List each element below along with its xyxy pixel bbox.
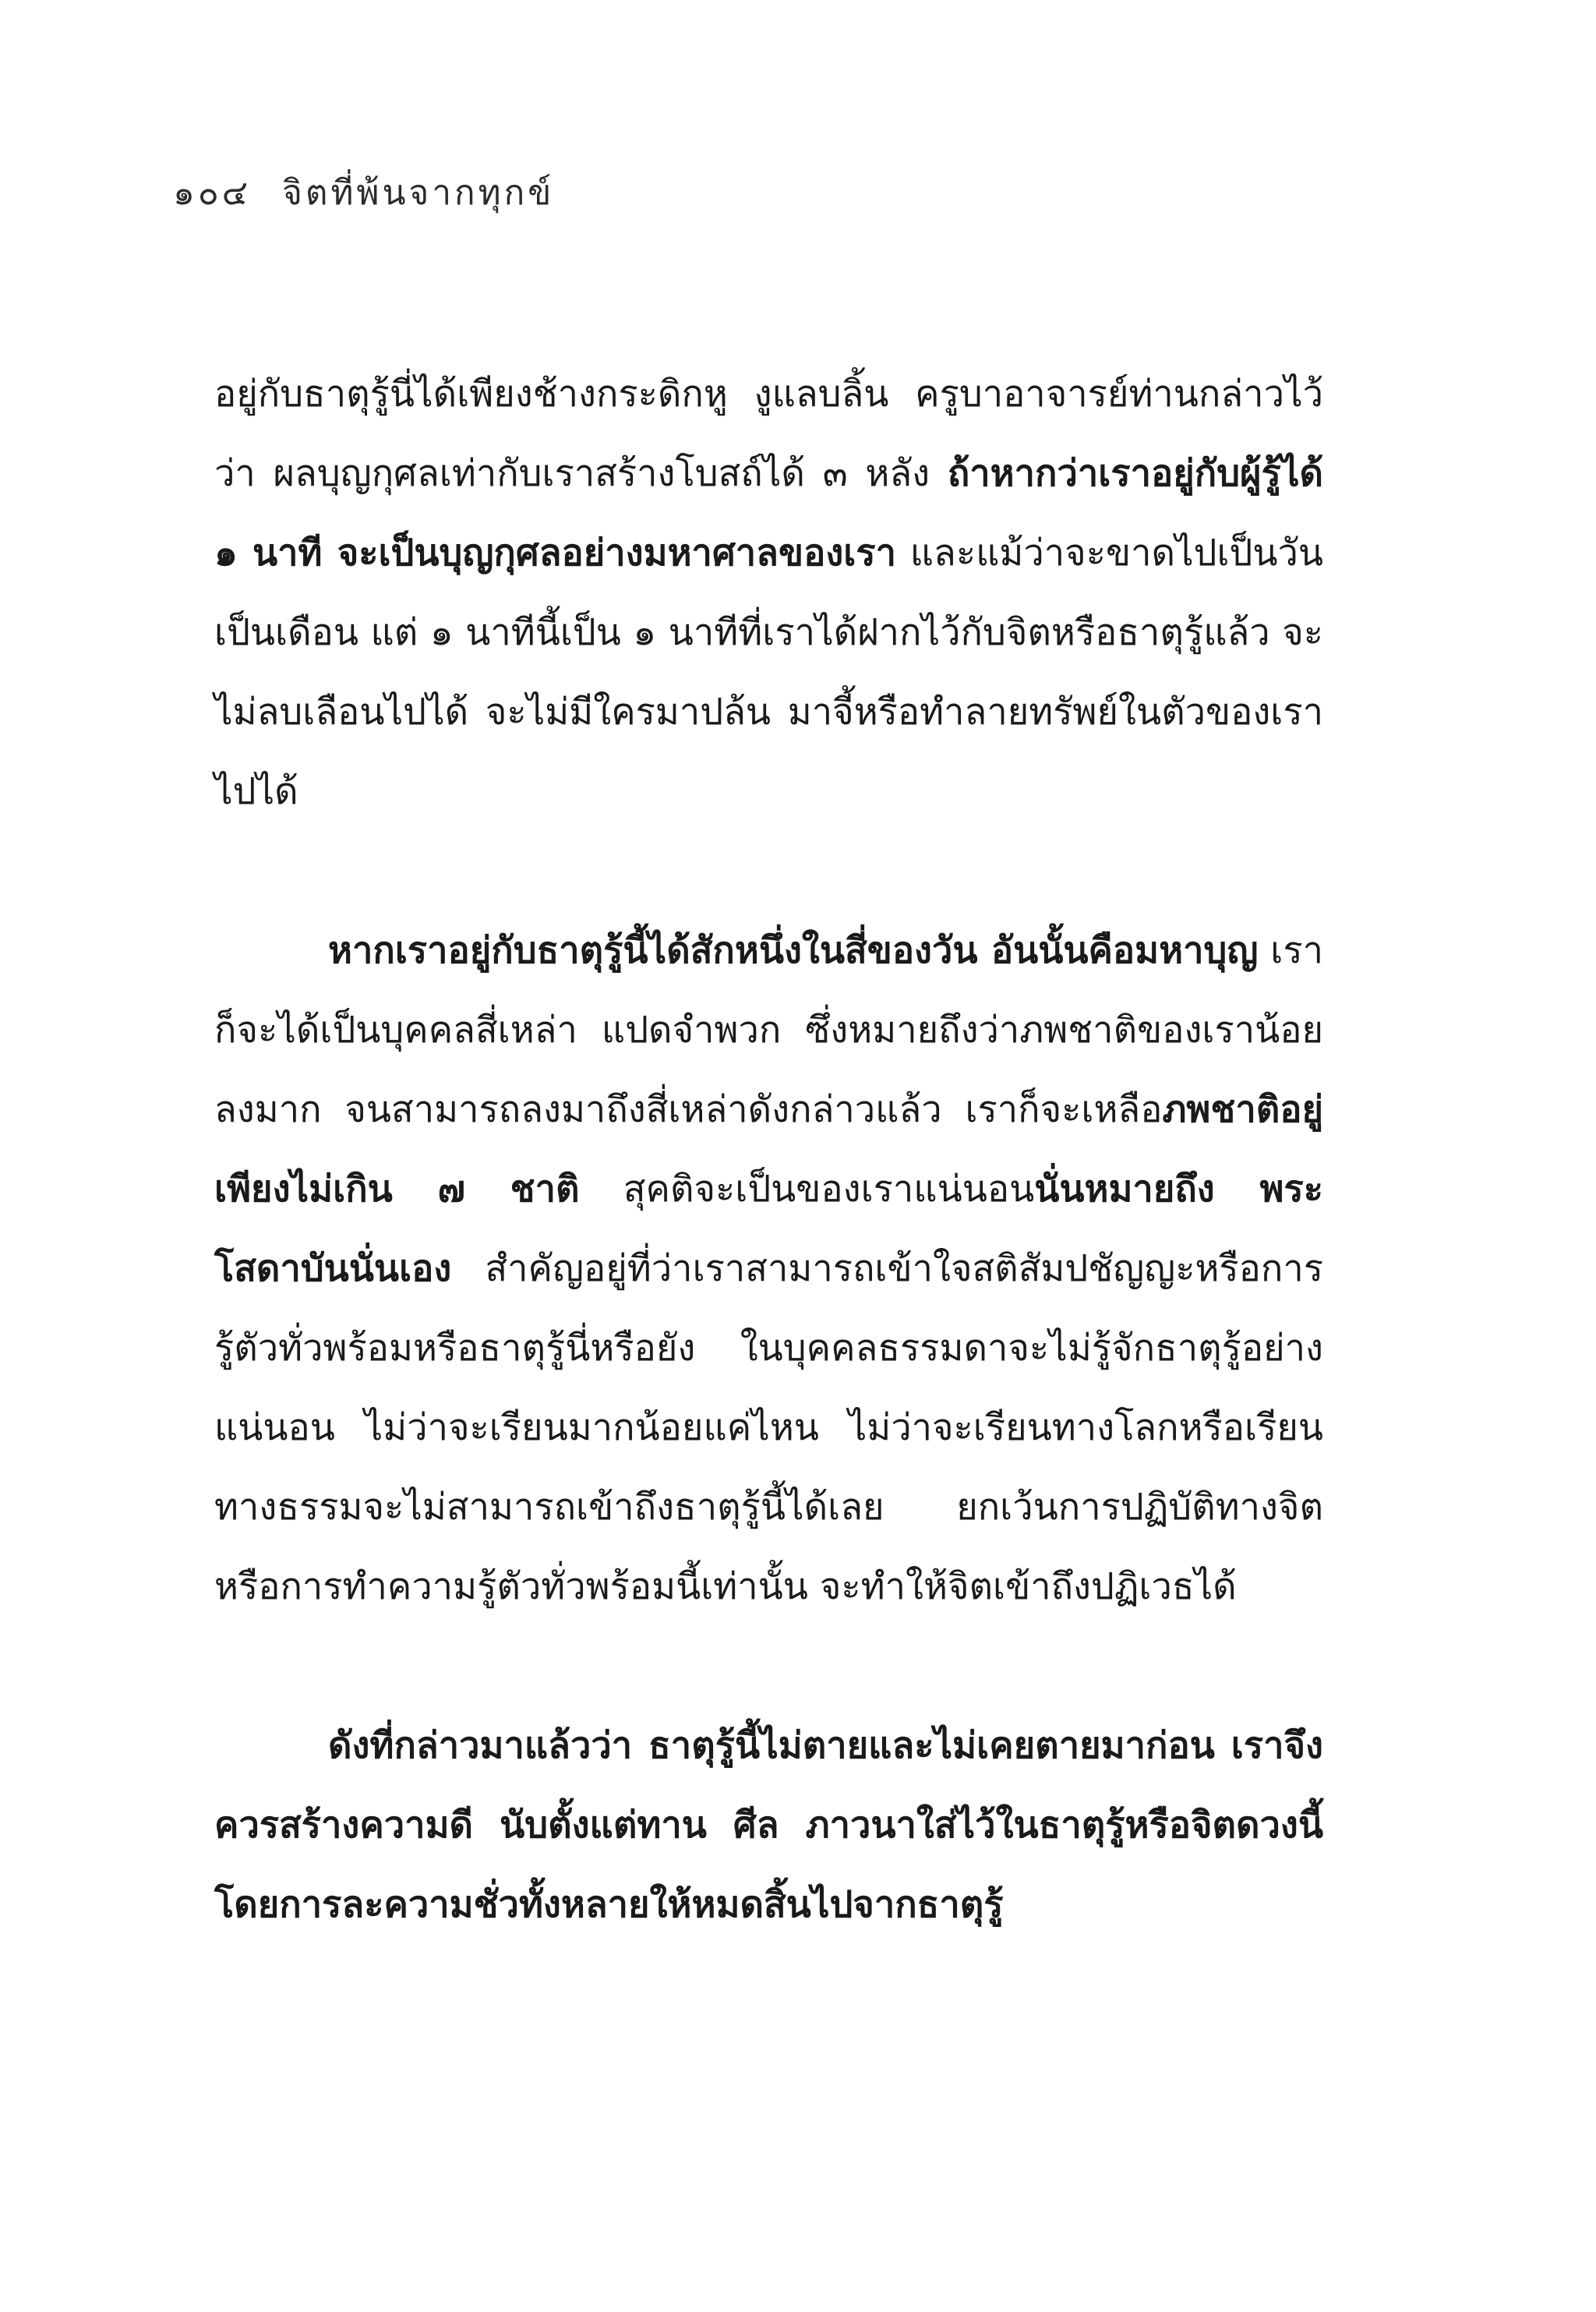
paragraph-3 [214, 1706, 1323, 1945]
running-header [173, 165, 554, 220]
text-segment: สำคัญอยู่ที่ว่าเราสามารถเข้าใจสติสัมปชัญญะหรือการรู้ตัวทั่วพร้อมหรือธาตุรู้นี่หรือยัง ในบุคคลธรรมดาจะไม่รู้จักธาตุรู้อย่างแน่นอน ไม่ว่าจะเรียนมากน้อยแค่ไหน ไม่ว่าจะเรียนทางโลกหรือเรียนทางธรรมจะไม่สามารถเข้าถึงธาตุรู้นี้ได้เลย ยกเว้นการปฏิบัติทางจิต หรือการทำความรู้ตัวทั่วพร้อมนี้เท่านั้น จะทำให้จิตเข้าถึงปฏิเวธได้ [214, 1247, 1323, 1608]
bold-text-segment: นั่นหมายถึง พระโสดาบันนั่นเอง [214, 1168, 1323, 1290]
paragraph-1 [214, 355, 1323, 832]
body-text [214, 355, 1323, 1945]
bold-text-segment: ถ้าหากว่าเราอยู่กับผู้รู้ได้ ๑ นาที จะเป็นบุญกุศลอย่างมหาศาลของเรา [214, 452, 1323, 574]
text-segment: และแม้ว่าจะขาดไปเป็นวันเป็นเดือน แต่ ๑ นาทีนี้เป็น ๑ นาทีที่เราได้ฝากไว้กับจิตหรือธาตุรู้แล้ว จะไม่ลบเลือนไปได้ จะไม่มีใครมาปล้น มาจี้หรือทำลายทรัพย์ในตัวของเราไปได้ [214, 532, 1324, 813]
text-segment: สุคติจะเป็นของเราแน่นอน [579, 1168, 1035, 1211]
text-segment: อยู่กับธาตุรู้นี่ได้เพียงช้างกระดิกหู งูแลบลิ้น ครูบาอาจารย์ท่านกล่าวไว้ว่า ผลบุญกุศลเท่ากับเราสร้างโบสถ์ได้ ๓ หลัง [214, 373, 1323, 495]
text-segment: เราก็จะได้เป็นบุคคลสี่เหล่า แปดจำพวก ซึ่งหมายถึงว่าภพชาติของเราน้อยลงมาก จนสามารถลงมาถึงสี่เหล่าดังกล่าวแล้ว เราก็จะเหลือ [214, 929, 1323, 1131]
bold-text-segment: ภพชาติอยู่เพียงไม่เกิน ๗ ชาติ [214, 1088, 1323, 1211]
bold-text-segment: หากเราอยู่กับธาตุรู้นี้ได้สักหนึ่งในสี่ของวัน อันนั้นคือมหาบุญ [328, 929, 1259, 972]
page-number: ๑๐๔ [173, 173, 252, 213]
paragraph-2 [214, 911, 1323, 1627]
bold-text-segment: ดังที่กล่าวมาแล้วว่า ธาตุรู้นี้ไม่ตายและไม่เคยตายมาก่อน เราจึงควรสร้างความดี นับตั้งแต่ทาน ศีล ภาวนาใส่ไว้ในธาตุรู้หรือจิตดวงนี้ โดยการละความชั่วทั้งหลายให้หมดสิ้นไปจากธาตุรู้ [214, 1724, 1323, 1926]
running-title: จิตที่พ้นจากทุกข์ [282, 173, 555, 213]
